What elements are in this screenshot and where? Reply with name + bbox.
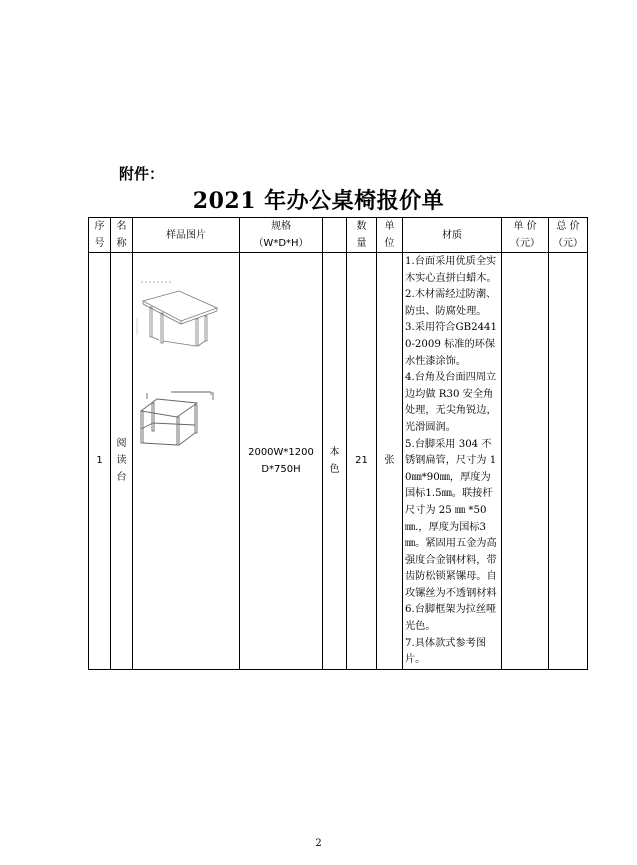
cell-unit-price	[502, 253, 549, 670]
material-line-7: 7.具体款式参考图片。	[405, 637, 487, 666]
header-index: 序号	[89, 218, 111, 253]
header-total-price: 总 价（元）	[549, 218, 588, 253]
table-row	[89, 253, 588, 670]
material-line-3: 3.采用符合GB24410-2009 标准的环保水性漆涂饰。	[405, 322, 498, 367]
cell-sample-image	[133, 253, 240, 670]
header-color	[323, 218, 347, 253]
material-line-6: 6.台脚框架为拉丝哑光色。	[405, 604, 497, 633]
material-line-2: 2.木材需经过防潮、防虫、防腐处理。	[405, 289, 497, 317]
material-line-4: 4.台角及台面四周立边均做 R30 安全角处理，无尖角锐边，光滑圆润。	[405, 372, 497, 433]
material-line-5: 5.台脚采用 304 不锈钢扁管，尺寸为 10㎜*90㎜，厚度为国标1.5㎜。联接杆尺寸为 25 ㎜ *50 ㎜.，厚度为国标3㎜。紧固用五金为高强度合金钢材料，带齿防松锁紧镙母。自攻镙丝为不透钢材料	[405, 438, 497, 599]
document-title: 2021 年办公桌椅报价单	[192, 188, 445, 214]
header-unit: 单位	[377, 218, 403, 253]
material-line-1: 1.台面采用优质全实木实心直拼白蜡木。	[405, 256, 497, 284]
cell-index: 1	[89, 253, 111, 670]
header-spec: 规格 （W*D*H）	[240, 218, 323, 253]
cell-unit: 张	[377, 253, 403, 670]
cell-qty: 21	[347, 253, 377, 670]
cell-total-price	[549, 253, 588, 670]
quote-table	[88, 217, 588, 670]
header-name: 名称	[111, 218, 133, 253]
cell-color: 本色	[323, 253, 347, 670]
cell-material	[403, 253, 502, 670]
cell-spec: 2000W*1200 D*750H	[240, 253, 323, 670]
attachment-label: 附件：	[119, 165, 165, 183]
table-header-row	[89, 218, 588, 253]
header-material: 材质	[403, 218, 502, 253]
header-qty: 数量	[347, 218, 377, 253]
header-image: 样品图片	[133, 218, 240, 253]
header-unit-price: 单 价（元）	[502, 218, 549, 253]
cell-name: 阅读台	[111, 253, 133, 670]
desk-sample-image	[133, 253, 239, 453]
page-number: 2	[315, 838, 322, 849]
